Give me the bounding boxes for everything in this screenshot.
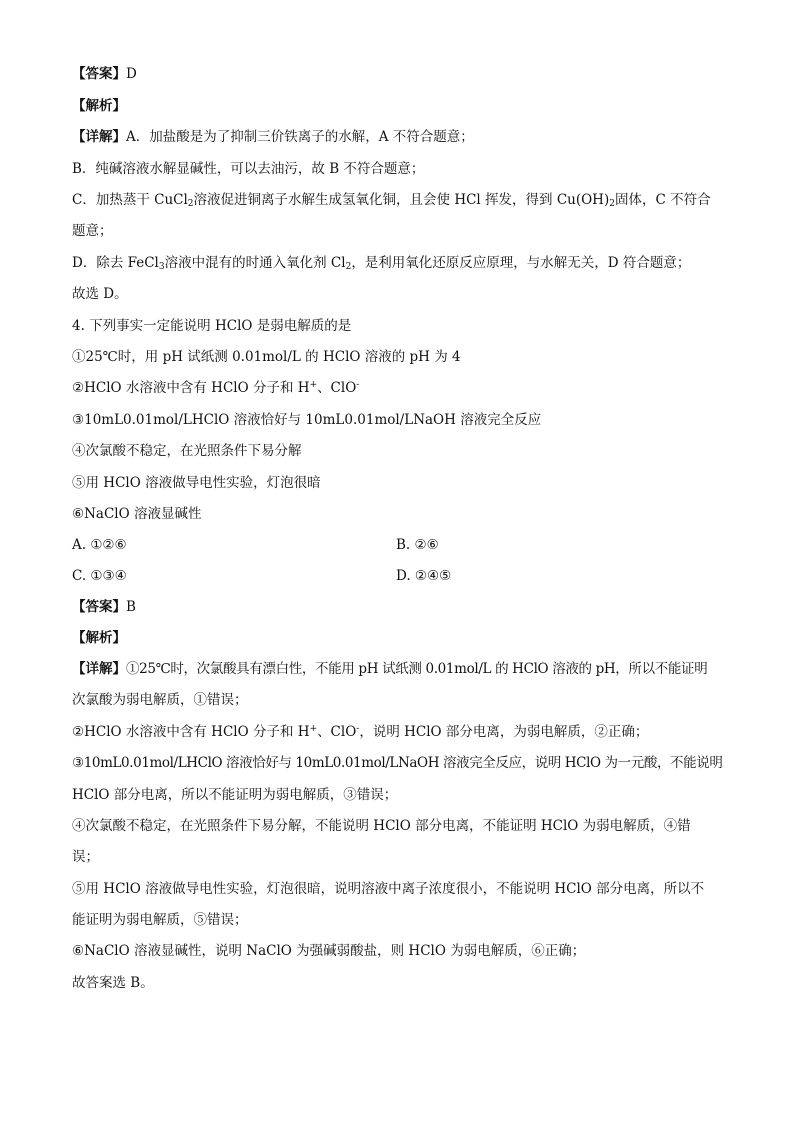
q4-statement-5: ⑤用 HClO 溶液做导电性实验，灯泡很暗 [72,475,321,491]
q4-statement-1: ①25℃时，用 pH 试纸测 0.01mol/L 的 HClO 溶液的 pH 为 4 [72,349,461,365]
option-d: D. ②④⑤ [396,568,452,584]
option-a: A. ①②⑥ [72,537,127,553]
q4-explanation-3-continuation: HClO 部分电离，所以不能证明为弱电解质，③错误； [72,787,398,803]
q4-stem: 4. 下列事实一定能说明 HClO 是弱电解质的是 [72,318,352,334]
q3-analysis-heading: 【解析】 [72,98,126,114]
q4-explanation-3: ③10mL0.01mol/LHClO 溶液恰好与 10mL0.01mol/LNaOH 溶液完全反应，说明 HClO 为一元酸，不能说明 [72,755,723,771]
q4-explanation-4: ④次氯酸不稳定，在光照条件下易分解，不能说明 HClO 部分电离，不能证明 HClO 为弱电解质，④错 [72,818,691,834]
q4-explanation-4-continuation: 误； [72,849,99,865]
detail-tag: 【详解】 [72,129,126,145]
q3-option-a-explanation: 【详解】A．加盐酸是为了抑制三价铁离子的水解，A 不符合题意； [72,129,474,145]
q3-answer [72,64,722,84]
q4-explanation-5-continuation: 能证明为弱电解质，⑤错误； [72,912,248,928]
option-c: C. ①③④ [72,568,127,584]
detail-tag: 【详解】 [72,661,126,677]
q4-statement-6: ⑥NaClO 溶液显碱性 [72,506,202,522]
q4-options-row-2 [72,566,722,586]
q3-option-c-continuation: 题意； [72,223,113,239]
q4-statement-4: ④次氯酸不稳定，在光照条件下易分解 [72,443,302,459]
q4-explanation-5: ⑤用 HClO 溶液做导电性实验，灯泡很暗，说明溶液中离子浓度很小，不能说明 HClO 部分电离，所以不 [72,881,705,897]
option-b: B. ②⑥ [396,537,439,553]
q3-option-c-explanation: C．加热蒸干 CuCl$_2$溶液促进铜离子水解生成氢氧化铜，且会使 HCl 挥发，得到 $Cu(OH)_2$固体，C 不符合 [72,192,711,209]
q4-statement-3: ③10mL0.01mol/LHClO 溶液恰好与 10mL0.01mol/LNaOH 溶液完全反应 [72,412,542,428]
answer-tag: 【答案】 [72,66,126,82]
q4-conclusion: 故答案选 B。 [72,975,154,991]
q3-option-b-explanation: B．纯碱溶液水解显碱性，可以去油污，故 B 不符合题意； [72,161,425,177]
q4-statement-2: ②HClO 水溶液中含有 HClO 分子和 H+、ClO- [72,380,360,396]
q4-answer [72,597,722,617]
q3-conclusion: 故选 D。 [72,286,128,302]
q3-option-d-explanation: D．除去 FeCl$_3$溶液中混有的时通入氧化剂 $Cl_2$，是利用氧化还原反应原理，与水解无关，D 符合题意； [72,255,691,272]
answer-value: D [126,66,137,82]
q4-explanation-1: 【详解】①25℃时，次氯酸具有漂白性，不能用 pH 试纸测 0.01mol/L 的 HClO 溶液的 pH，所以不能证明 [72,661,708,677]
answer-value: B [126,599,136,615]
q4-explanation-6: ⑥NaClO 溶液显碱性，说明 NaClO 为强碱弱酸盐，则 HClO 为弱电解质，⑥正确； [72,943,586,959]
q4-explanation-2: ②HClO 水溶液中含有 HClO 分子和 H+、ClO-，说明 HClO 部分电离，为弱电解质，②正确； [72,724,649,740]
q4-options-row-1 [72,535,722,555]
answer-tag: 【答案】 [72,599,126,615]
q4-explanation-1-continuation: 次氯酸为弱电解质，①错误； [72,692,248,708]
q4-analysis-heading: 【解析】 [72,630,126,646]
